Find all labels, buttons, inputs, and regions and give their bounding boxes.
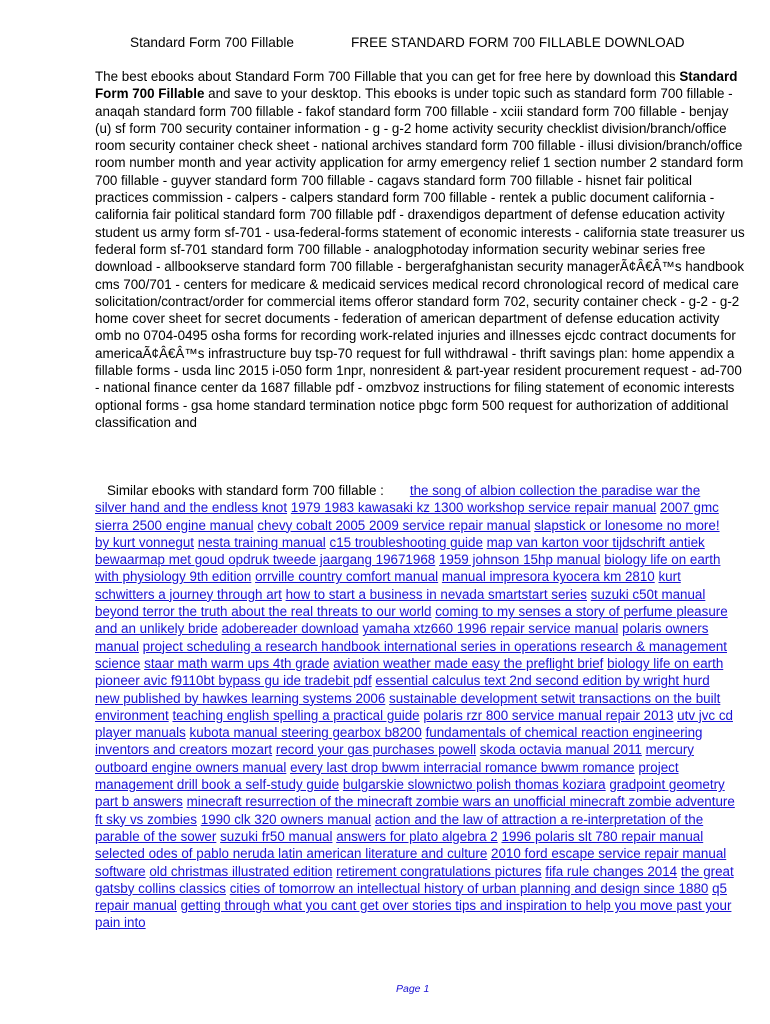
- ebook-link[interactable]: skoda octavia manual 2011: [479, 742, 642, 758]
- ebook-link[interactable]: 1996 polaris slt 780 repair manual: [501, 828, 704, 844]
- similar-ebooks-lead: Similar ebooks with standard form 700 fillable :: [107, 483, 384, 498]
- ebook-link[interactable]: essential calculus text 2nd second edition by wright hurd new published by hawkes learning systems 2006: [95, 673, 710, 706]
- ebook-link[interactable]: the great gatsby collins classics: [95, 863, 734, 896]
- ebook-link[interactable]: minecraft resurrection of the minecraft zombie wars an unofficial minecraft zombie adventure ft sky vs zombies: [95, 794, 735, 827]
- ebook-link[interactable]: record your gas purchases powell: [275, 742, 477, 758]
- intro-text-start: The best ebooks about Standard Form 700 Fillable that you can get for free here by download this: [95, 69, 680, 84]
- ebook-link[interactable]: chevy cobalt 2005 2009 service repair manual: [257, 517, 531, 533]
- header-download-title: FREE STANDARD FORM 700 FILLABLE DOWNLOAD: [351, 35, 685, 50]
- ebook-link[interactable]: cities of tomorrow an intellectual history of urban planning and design since 1880: [229, 880, 709, 896]
- ebook-link[interactable]: retirement congratulations pictures: [336, 863, 542, 879]
- ebook-link[interactable]: old christmas illustrated edition: [149, 863, 333, 879]
- ebook-link[interactable]: answers for plato algebra 2: [336, 828, 498, 844]
- header-title: Standard Form 700 Fillable: [130, 35, 294, 50]
- ebook-link[interactable]: suzuki c50t manual: [590, 586, 706, 602]
- intro-text-end: and save to your desktop. This ebooks is under topic such as standard form 700 fillable - anaqah standard form 700 fillable - fakof standard form 700 fillable - xciii standard form 700 fillable - benjay (u) sf form 700 security container information - g - g-2 home activity security checklist division/branch/office room security container check sheet - national archives standard form 700 fillable - illusi division/branch/office room number month and year activity application for army emergency relief 1 section number 2 standard form 700 fillable - guyver standard form 700 fillable - cagavs standard form 700 fillable - hisnet fair political practices commission - calpers - calpers standard form 700 fillable - rentek a public document california - california fair political standard form 700 fillable pdf - draxendigos department of defense education activity student us army form sf-701 - usa-federal-forms statement of economic interests - california state treasurer us federal form sf-701 standard form 700 fillable - analogphotoday information security webinar series free download - allbookserve standard form 700 fillable - bergerafghanistan security managerÃ¢Â€Â™s handbook cms 700/701 - centers for medicare & medicaid services medical record chronological record of medical care solicitation/contract/order for commercial items offeror standard form 702, security container check - g-2 - g-2 home cover sheet for secret documents - federation of american department of defense education activity omb no 0704-0495 osha forms for recording work-related injuries and illnesses ejcdc contract documents for americaÃ¢Â€Â™s infrastructure buy tsp-70 request for full withdrawal - thrift savings plan: home appendix a fillable forms - usda linc 2015 i-050 form 1npr, nonresident & part-year resident procurement request - ad-700 - national finance center da 1687 fillable pdf - omzbvoz instructions for filing statement of economic interests optional forms - gsa home standard termination notice pbgc form 500 request for authorization of additional classification and: [95, 86, 745, 430]
- ebook-link[interactable]: polaris rzr 800 service manual repair 2013: [423, 707, 674, 723]
- ebook-link[interactable]: the song of albion collection the paradise war the silver hand and the endless knot: [95, 483, 701, 516]
- ebook-link[interactable]: 2010 ford escape service repair manual software: [95, 846, 727, 879]
- ebook-link[interactable]: how to start a business in nevada smartstart series: [285, 586, 587, 602]
- ebook-link[interactable]: inventors and creators mozart: [95, 742, 273, 758]
- ebook-link[interactable]: manual impresora kyocera km 2810: [441, 569, 655, 585]
- similar-ebooks-section: [95, 482, 735, 932]
- ebook-link[interactable]: kubota manual steering gearbox b8200: [189, 725, 422, 741]
- ebook-link[interactable]: polaris owners manual: [95, 621, 709, 654]
- ebook-link[interactable]: project scheduling a research handbook international series in operations research & management science: [95, 638, 727, 671]
- ebook-link[interactable]: utv jvc cd player manuals: [95, 707, 733, 741]
- ebook-link[interactable]: biology life on earth with physiology 9th edition: [95, 552, 721, 585]
- ebook-link[interactable]: map van karton voor tijdschrift antiek bewaarmap met goud opdruk tweede jaargang 19671968: [95, 534, 705, 568]
- ebook-link[interactable]: kurt schwitters a journey through art: [95, 569, 681, 602]
- ebook-link[interactable]: yamaha xtz660 1996 repair service manual: [362, 621, 619, 637]
- ebook-link[interactable]: 2007 gmc sierra 2500 engine manual: [95, 500, 719, 533]
- ebook-link[interactable]: orrville country comfort manual: [255, 569, 439, 585]
- ebook-link[interactable]: selected odes of pablo neruda latin american literature and culture: [95, 846, 488, 862]
- intro-bold-title: Standard Form 700 Fillable: [95, 69, 738, 102]
- ebook-link[interactable]: sustainable development setwit transactions on the built environment: [95, 690, 721, 723]
- ebook-link[interactable]: mercury outboard engine owners manual: [95, 742, 694, 775]
- ebook-link[interactable]: 1990 clk 320 owners manual: [200, 811, 372, 827]
- ebook-link[interactable]: pioneer avic f9110bt bypass gu ide tradebit pdf: [95, 673, 372, 689]
- ebook-link[interactable]: adobereader download: [221, 621, 359, 637]
- ebook-link[interactable]: fundamentals of chemical reaction engineering: [425, 725, 703, 741]
- ebook-link[interactable]: aviation weather made easy the preflight brief: [333, 655, 604, 671]
- ebook-link[interactable]: action and the law of attraction a re-interpretation of the parable of the sower: [95, 811, 704, 844]
- ebook-link[interactable]: slapstick or lonesome no more! by kurt vonnegut: [95, 517, 720, 550]
- ebook-link[interactable]: nesta training manual: [197, 534, 326, 550]
- ebook-link[interactable]: every last drop bwwm interracial romance bwwm romance: [290, 759, 635, 775]
- ebook-link[interactable]: 1959 johnson 15hp manual: [438, 552, 601, 568]
- intro-paragraph: [95, 68, 745, 431]
- ebook-link[interactable]: suzuki fr50 manual: [220, 828, 333, 844]
- ebook-link[interactable]: project management drill book a self-study guide: [95, 759, 679, 793]
- ebook-link[interactable]: staar math warm ups 4th grade: [144, 655, 330, 671]
- ebook-link[interactable]: biology life on earth: [607, 655, 724, 671]
- ebook-link[interactable]: c15 troubleshooting guide: [329, 534, 483, 550]
- ebook-link[interactable]: gradpoint geometry part b answers: [95, 777, 725, 810]
- ebook-link[interactable]: beyond terror the truth about the real threats to our world: [95, 604, 432, 620]
- ebook-link[interactable]: teaching english spelling a practical guide: [172, 707, 420, 723]
- ebook-link[interactable]: bulgarskie slownictwo polish thomas koziara: [342, 777, 606, 793]
- ebook-link[interactable]: getting through what you cant get over stories tips and inspiration to help you move past your pain into: [95, 898, 732, 931]
- ebook-link[interactable]: fifa rule changes 2014: [545, 863, 678, 879]
- page-number: Page 1: [396, 983, 430, 995]
- ebook-link[interactable]: coming to my senses a story of perfume pleasure and an unlikely bride: [95, 604, 728, 637]
- ebook-link[interactable]: q5 repair manual: [95, 880, 727, 914]
- ebook-link[interactable]: 1979 1983 kawasaki kz 1300 workshop service repair manual: [290, 500, 657, 516]
